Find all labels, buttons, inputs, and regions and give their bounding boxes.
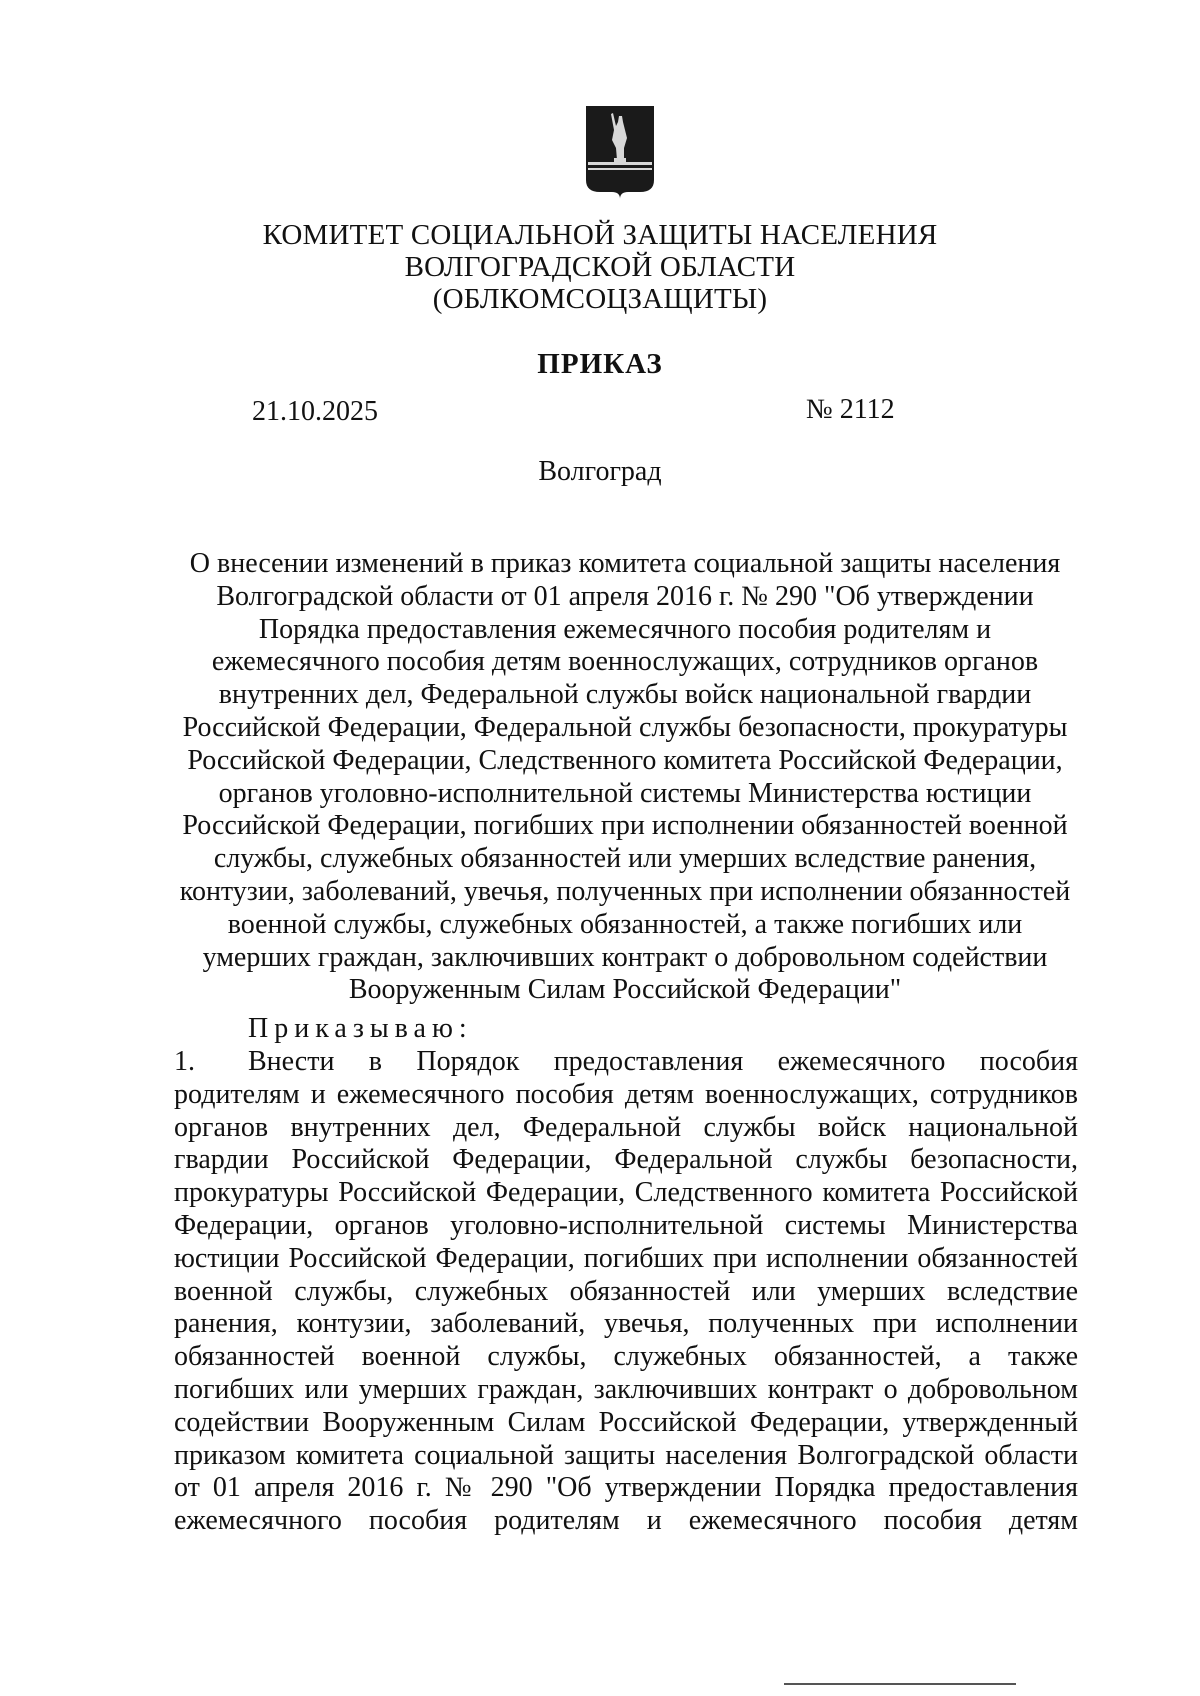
subject-line: Российской Федерации, Следственного комитета Российской Федерации, (187, 744, 1063, 776)
order-number: № 2112 (806, 394, 895, 425)
subject-line: контузии, заболеваний, увечья, полученных при исполнении обязанностей (179, 875, 1071, 907)
paragraph-line: ежемесячного пособия родителям и ежемесячного пособия детям (174, 1505, 1078, 1537)
paragraph-line: погибших или умерших граждан, заключивших контракт о добровольном (174, 1373, 1078, 1405)
footer-rule (784, 1683, 1016, 1685)
paragraph-line: Федерации, органов уголовно-исполнительной системы Министерства (174, 1209, 1078, 1241)
subject-line: службы, служебных обязанностей или умерших вследствие ранения, (213, 843, 1037, 875)
committee-abbreviation: (ОБЛКОМСОЦЗАЩИТЫ) (432, 283, 768, 315)
paragraph-number: 1. (174, 1046, 195, 1077)
paragraph-line: органов внутренних дел, Федеральной службы войск национальной (174, 1111, 1078, 1143)
paragraph-line: обязанностей военной службы, служебных обязанностей, а также (174, 1341, 1078, 1373)
paragraph-line: от 01 апреля 2016 г. № 290 "Об утверждении Порядка предоставления (174, 1472, 1078, 1504)
subject-line: ежемесячного пособия детям военнослужащих, сотрудников органов (211, 646, 1039, 678)
subject-line: Порядка предоставления ежемесячного пособия родителям и (258, 613, 992, 645)
subject-line: Вооруженным Силам Российской Федерации" (348, 974, 902, 1006)
subject-line: умерших граждан, заключивших контракт о добровольном содействии (202, 941, 1048, 973)
paragraph-line: прокуратуры Российской Федерации, Следственного комитета Российской (174, 1177, 1078, 1209)
order-date: 21.10.2025 (252, 396, 378, 427)
subject-line: Волгоградской области от 01 апреля 2016 г. № 290 "Об утверждении (216, 580, 1034, 612)
subject-line: Российской Федерации, Федеральной службы безопасности, прокуратуры (182, 711, 1068, 743)
subject-line: Российской Федерации, погибших при исполнении обязанностей военной (182, 810, 1068, 842)
paragraph-line: родителям и ежемесячного пособия детям военнослужащих, сотрудников (174, 1078, 1078, 1110)
paragraph-line-text: Внести в Порядок предоставления ежемесячного пособия (248, 1046, 1078, 1077)
paragraph-line: гвардии Российской Федерации, Федеральной службы безопасности, (174, 1144, 1078, 1176)
order-city: Волгоград (538, 456, 662, 487)
paragraph-line: военной службы, служебных обязанностей или умерших вследствие (174, 1275, 1078, 1307)
paragraph-line: содействии Вооруженным Силам Российской Федерации, утвержденный (174, 1406, 1078, 1438)
volgograd-coat-of-arms-icon (584, 104, 656, 200)
paragraph-line: ранения, контузии, заболеваний, увечья, полученных при исполнении (174, 1308, 1078, 1340)
subject-line: О внесении изменений в приказ комитета социальной защиты населения (189, 548, 1061, 579)
paragraph-line (174, 1046, 1078, 1079)
order-title: ПРИКАЗ (537, 348, 663, 380)
paragraph-line: приказом комитета социальной защиты населения Волгоградской области (174, 1439, 1078, 1471)
orders-label: Приказываю: (248, 1013, 473, 1044)
subject-line: внутренних дел, Федеральной службы войск национальной гвардии (218, 679, 1032, 711)
paragraph-1 (174, 1046, 1078, 1538)
subject-line: органов уголовно-исполнительной системы Министерства юстиции (218, 777, 1032, 809)
paragraph-line: юстиции Российской Федерации, погибших при исполнении обязанностей (174, 1242, 1078, 1274)
subject-line: военной службы, служебных обязанностей, а также погибших или (227, 908, 1023, 940)
committee-name-line-2: ВОЛГОГРАДСКОЙ ОБЛАСТИ (404, 251, 796, 283)
committee-name-line-1: КОМИТЕТ СОЦИАЛЬНОЙ ЗАЩИТЫ НАСЕЛЕНИЯ (262, 219, 938, 251)
order-subject (172, 548, 1078, 1007)
